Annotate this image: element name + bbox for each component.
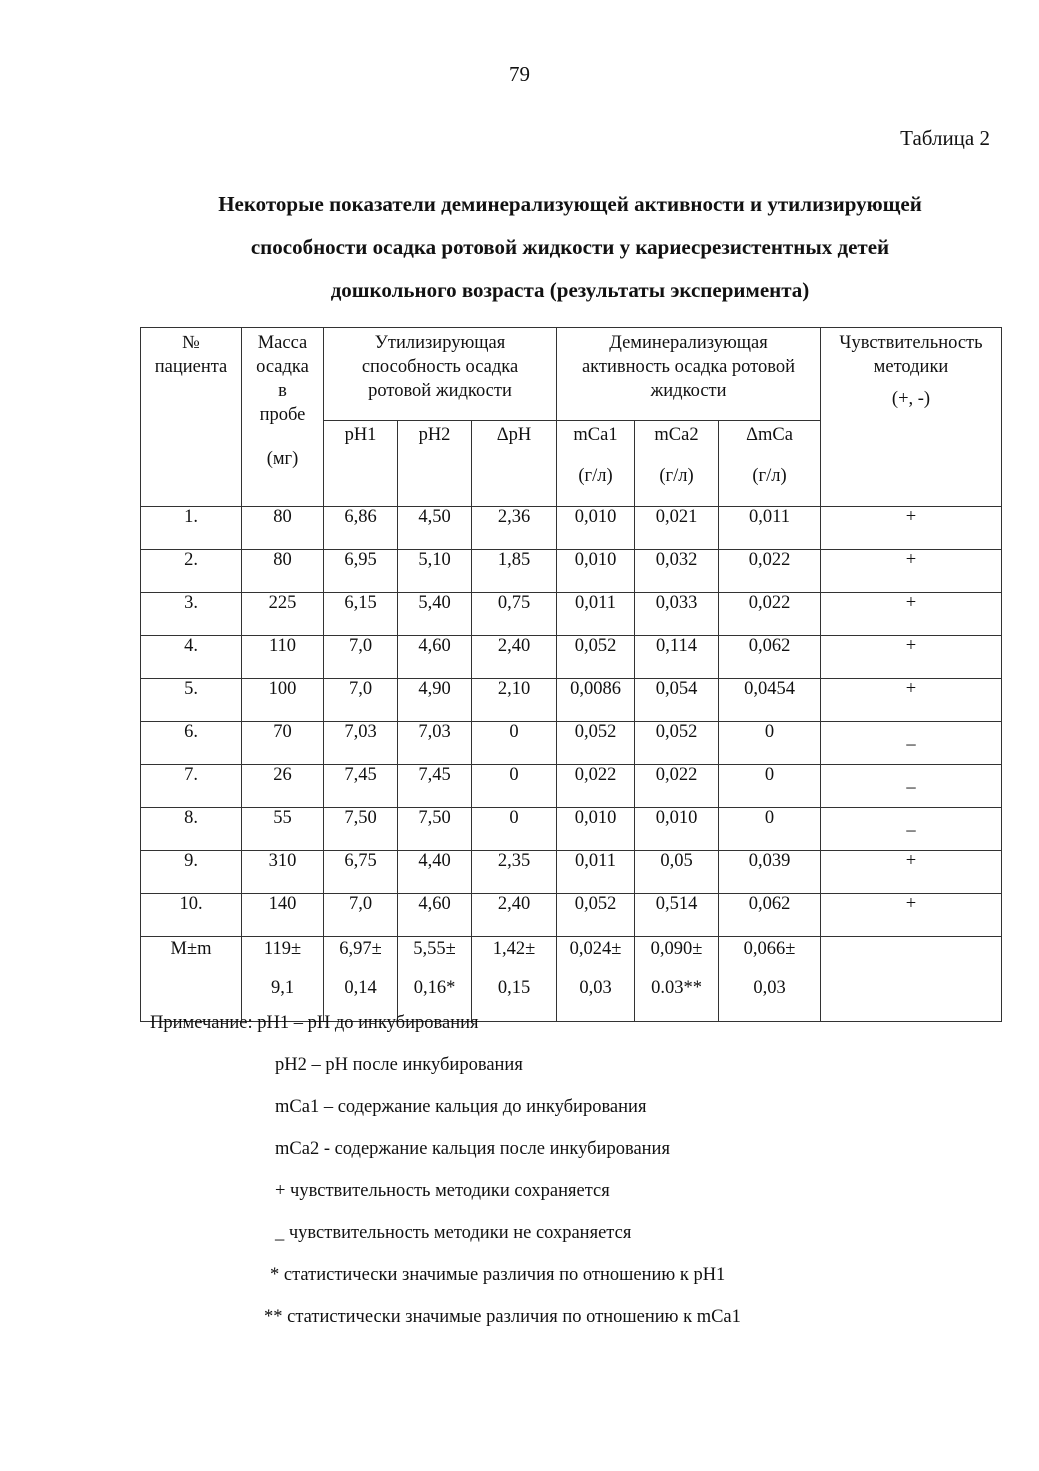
mass-value-cell: 110 xyxy=(242,636,324,679)
ph1-value-cell: 6,75 xyxy=(324,851,398,894)
sensitivity-value-cell: + xyxy=(821,550,1002,593)
sensitivity-value-cell: + xyxy=(821,894,1002,937)
ph2-value-cell: 4,60 xyxy=(398,636,472,679)
title-line-3: дошкольного возраста (результаты эксперимента) xyxy=(330,278,810,302)
ph2-value-cell: 5,10 xyxy=(398,550,472,593)
mca1-value-cell: 0,011 xyxy=(557,851,635,894)
mca2-value-cell: 0,032 xyxy=(635,550,719,593)
table-row xyxy=(141,808,1002,851)
table-row xyxy=(141,765,1002,808)
dph-value-cell: 0 xyxy=(472,765,557,808)
note-line: mCa2 - содержание кальция после инкубирования xyxy=(275,1139,670,1159)
header-ph2: pH2 xyxy=(398,421,472,507)
ph2-value-cell: 4,40 xyxy=(398,851,472,894)
mca2-value-cell: 0,054 xyxy=(635,679,719,722)
mca2-value-cell: 0,010 xyxy=(635,808,719,851)
header-row-1 xyxy=(141,328,1002,421)
patient-number-cell: 5. xyxy=(141,679,242,722)
mass-value-cell: 100 xyxy=(242,679,324,722)
mca2-value-cell: 0,052 xyxy=(635,722,719,765)
dmca-value-cell: 0,062 xyxy=(719,636,821,679)
mca1-value-cell: 0,011 xyxy=(557,593,635,636)
summary-label-cell: M±m xyxy=(141,937,242,1022)
dmca-value-cell: 0 xyxy=(719,765,821,808)
patient-number-cell: 4. xyxy=(141,636,242,679)
mca2-value-cell: 0,021 xyxy=(635,507,719,550)
table-title xyxy=(120,183,1020,312)
ph1-value-cell: 7,03 xyxy=(324,722,398,765)
mca2-value-cell: 0,022 xyxy=(635,765,719,808)
patient-number-cell: 1. xyxy=(141,507,242,550)
table-row xyxy=(141,679,1002,722)
sensitivity-value-cell: + xyxy=(821,507,1002,550)
mca1-value-cell: 0,0086 xyxy=(557,679,635,722)
summary-mca1-cell: 0,024± 0,03 xyxy=(557,937,635,1022)
summary-mca2-cell: 0,090± 0.03** xyxy=(635,937,719,1022)
header-mass: Масса осадка в пробе (мг) xyxy=(242,328,324,507)
header-mca1: mCa1 (г/л) xyxy=(557,421,635,507)
table-row xyxy=(141,851,1002,894)
sensitivity-value-cell: + xyxy=(821,851,1002,894)
dph-value-cell: 2,36 xyxy=(472,507,557,550)
mass-value-cell: 310 xyxy=(242,851,324,894)
table-row xyxy=(141,593,1002,636)
ph2-value-cell: 4,90 xyxy=(398,679,472,722)
ph1-value-cell: 6,95 xyxy=(324,550,398,593)
dmca-value-cell: 0,0454 xyxy=(719,679,821,722)
table-row xyxy=(141,550,1002,593)
header-patient: № пациента xyxy=(141,328,242,507)
dmca-value-cell: 0 xyxy=(719,722,821,765)
summary-sensitivity-cell xyxy=(821,937,1002,1022)
mass-value-cell: 140 xyxy=(242,894,324,937)
results-table xyxy=(140,327,1002,1022)
summary-ph1-cell: 6,97± 0,14 xyxy=(324,937,398,1022)
header-sensitivity: Чувствительность методики (+, -) xyxy=(821,328,1002,507)
patient-number-cell: 7. xyxy=(141,765,242,808)
mca2-value-cell: 0,05 xyxy=(635,851,719,894)
header-ph1: pH1 xyxy=(324,421,398,507)
dmca-value-cell: 0,022 xyxy=(719,593,821,636)
note-line: _ чувствительность методики не сохраняется xyxy=(275,1223,632,1243)
title-line-2: способности осадка ротовой жидкости у кариесрезистентных детей xyxy=(250,235,890,259)
mass-value-cell: 70 xyxy=(242,722,324,765)
ph2-value-cell: 7,45 xyxy=(398,765,472,808)
ph2-value-cell: 7,03 xyxy=(398,722,472,765)
ph1-value-cell: 7,50 xyxy=(324,808,398,851)
sensitivity-value-cell: + xyxy=(821,679,1002,722)
sensitivity-value-cell: _ xyxy=(821,722,1002,765)
patient-number-cell: 2. xyxy=(141,550,242,593)
note-line: + чувствительность методики сохраняется xyxy=(275,1181,610,1201)
header-utilizing-group: Утилизирующая способность осадка ротовой жидкости xyxy=(324,328,557,421)
dph-value-cell: 0 xyxy=(472,722,557,765)
header-demineralizing-group: Деминерализующая активность осадка ротовой жидкости xyxy=(557,328,821,421)
ph1-value-cell: 7,0 xyxy=(324,894,398,937)
ph1-value-cell: 7,0 xyxy=(324,679,398,722)
patient-number-cell: 9. xyxy=(141,851,242,894)
sensitivity-value-cell: + xyxy=(821,636,1002,679)
table-row xyxy=(141,507,1002,550)
dph-value-cell: 0,75 xyxy=(472,593,557,636)
page-number: 79 xyxy=(509,62,530,86)
sensitivity-value-cell: _ xyxy=(821,808,1002,851)
dph-value-cell: 1,85 xyxy=(472,550,557,593)
patient-number-cell: 3. xyxy=(141,593,242,636)
mca1-value-cell: 0,052 xyxy=(557,636,635,679)
dph-value-cell: 2,40 xyxy=(472,636,557,679)
summary-row xyxy=(141,937,1002,1022)
mca1-value-cell: 0,022 xyxy=(557,765,635,808)
ph2-value-cell: 4,60 xyxy=(398,894,472,937)
summary-mass-cell: 119± 9,1 xyxy=(242,937,324,1022)
ph2-value-cell: 7,50 xyxy=(398,808,472,851)
dmca-value-cell: 0 xyxy=(719,808,821,851)
table-row xyxy=(141,894,1002,937)
mass-value-cell: 80 xyxy=(242,507,324,550)
ph2-value-cell: 5,40 xyxy=(398,593,472,636)
mca2-value-cell: 0,114 xyxy=(635,636,719,679)
mca1-value-cell: 0,052 xyxy=(557,722,635,765)
patient-number-cell: 10. xyxy=(141,894,242,937)
note-line: Примечание: pH1 – pH до инкубирования xyxy=(150,1013,479,1033)
note-line: ** статистически значимые различия по отношению к mCa1 xyxy=(264,1307,741,1327)
dmca-value-cell: 0,022 xyxy=(719,550,821,593)
note-line: * статистически значимые различия по отношению к pH1 xyxy=(270,1265,726,1285)
dph-value-cell: 0 xyxy=(472,808,557,851)
summary-ph2-cell: 5,55± 0,16* xyxy=(398,937,472,1022)
mca2-value-cell: 0,514 xyxy=(635,894,719,937)
mca1-value-cell: 0,010 xyxy=(557,507,635,550)
summary-dmca-cell: 0,066± 0,03 xyxy=(719,937,821,1022)
summary-dph-cell: 1,42± 0,15 xyxy=(472,937,557,1022)
ph1-value-cell: 6,15 xyxy=(324,593,398,636)
ph2-value-cell: 4,50 xyxy=(398,507,472,550)
header-dph: ΔpH xyxy=(472,421,557,507)
mass-value-cell: 26 xyxy=(242,765,324,808)
dph-value-cell: 2,35 xyxy=(472,851,557,894)
dmca-value-cell: 0,039 xyxy=(719,851,821,894)
header-dmca: ΔmCa (г/л) xyxy=(719,421,821,507)
patient-number-cell: 8. xyxy=(141,808,242,851)
sensitivity-value-cell: + xyxy=(821,593,1002,636)
ph1-value-cell: 6,86 xyxy=(324,507,398,550)
dmca-value-cell: 0,011 xyxy=(719,507,821,550)
dmca-value-cell: 0,062 xyxy=(719,894,821,937)
table-label: Таблица 2 xyxy=(900,126,990,150)
note-line: pH2 – pH после инкубирования xyxy=(275,1055,523,1075)
note-line: mCa1 – содержание кальция до инкубирования xyxy=(275,1097,647,1117)
dph-value-cell: 2,40 xyxy=(472,894,557,937)
table-row xyxy=(141,636,1002,679)
mass-value-cell: 80 xyxy=(242,550,324,593)
mca1-value-cell: 0,052 xyxy=(557,894,635,937)
mass-value-cell: 225 xyxy=(242,593,324,636)
mass-value-cell: 55 xyxy=(242,808,324,851)
ph1-value-cell: 7,45 xyxy=(324,765,398,808)
patient-number-cell: 6. xyxy=(141,722,242,765)
dph-value-cell: 2,10 xyxy=(472,679,557,722)
mca2-value-cell: 0,033 xyxy=(635,593,719,636)
mca1-value-cell: 0,010 xyxy=(557,550,635,593)
ph1-value-cell: 7,0 xyxy=(324,636,398,679)
header-mca2: mCa2 (г/л) xyxy=(635,421,719,507)
table-row xyxy=(141,722,1002,765)
sensitivity-value-cell: _ xyxy=(821,765,1002,808)
title-line-1: Некоторые показатели деминерализующей активности и утилизирующей xyxy=(218,192,922,216)
mca1-value-cell: 0,010 xyxy=(557,808,635,851)
